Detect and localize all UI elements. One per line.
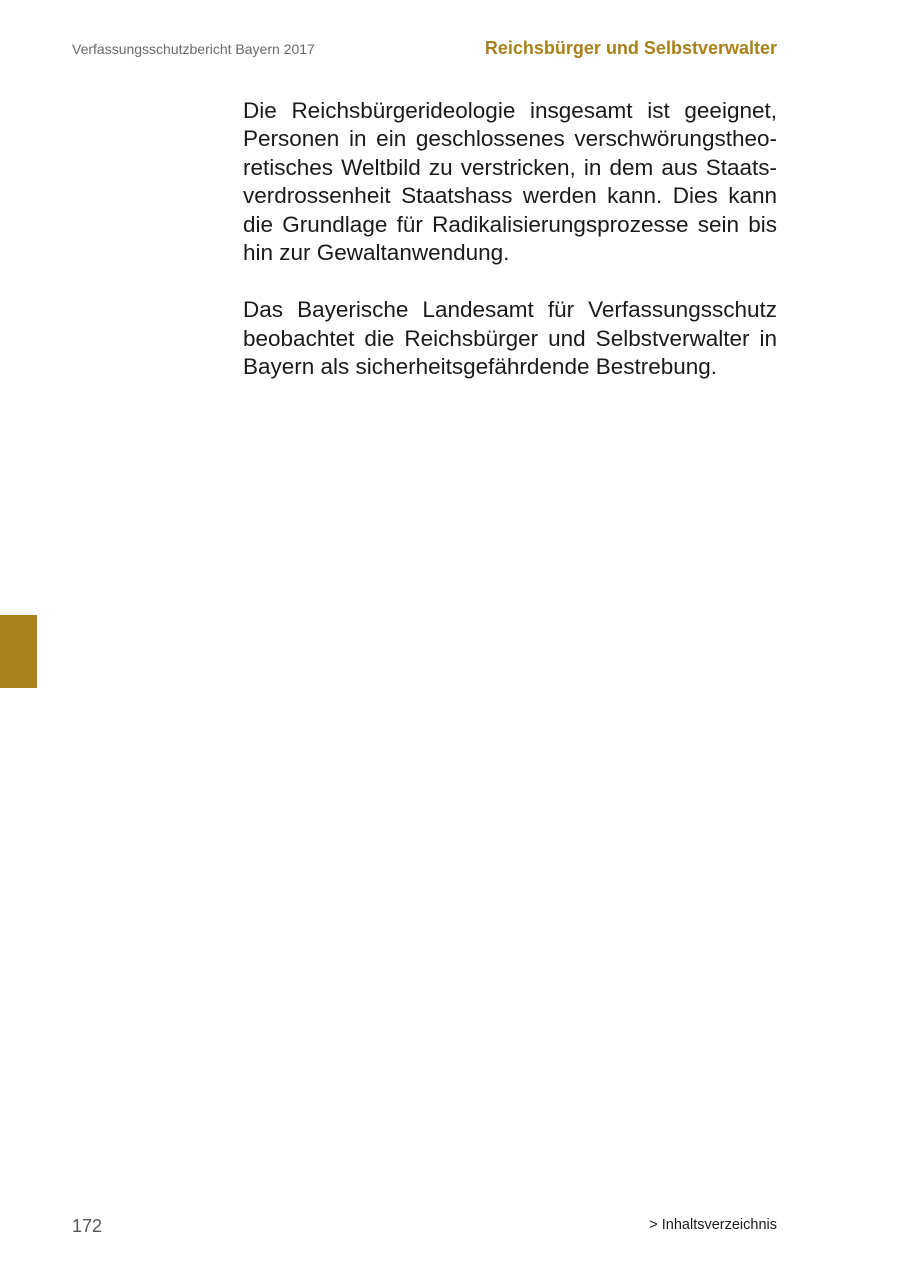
page-number: 172 — [72, 1216, 103, 1236]
section-marker-tab — [0, 615, 37, 688]
chapter-title: Reichsbürger und Selbstverwalter — [484, 38, 777, 58]
document-name: Verfassungsschutzbericht Bayern 2017 — [72, 41, 315, 57]
body-text — [243, 97, 777, 411]
table-of-contents-link[interactable]: > Inhaltsverzeichnis — [649, 1217, 777, 1233]
paragraph: Das Bayerische Landesamt für Verfassungsschutz beobachtet die Reichsbürger und Selbstverwalter in Bayern als sicherheitsgefährdende Bestrebung. — [243, 297, 777, 380]
paragraph: Die Reichsbürgerideologie insgesamt ist geeignet, Personen in ein geschlossenes verschwörungstheoretisches Weltbild zu verstricken, in dem aus Staatsverdrossenheit Staatshass werden kann. Dies kann die Grundlage für Radikalisierungsprozesse sein bis hin zur Gewaltanwendung. — [243, 98, 777, 266]
